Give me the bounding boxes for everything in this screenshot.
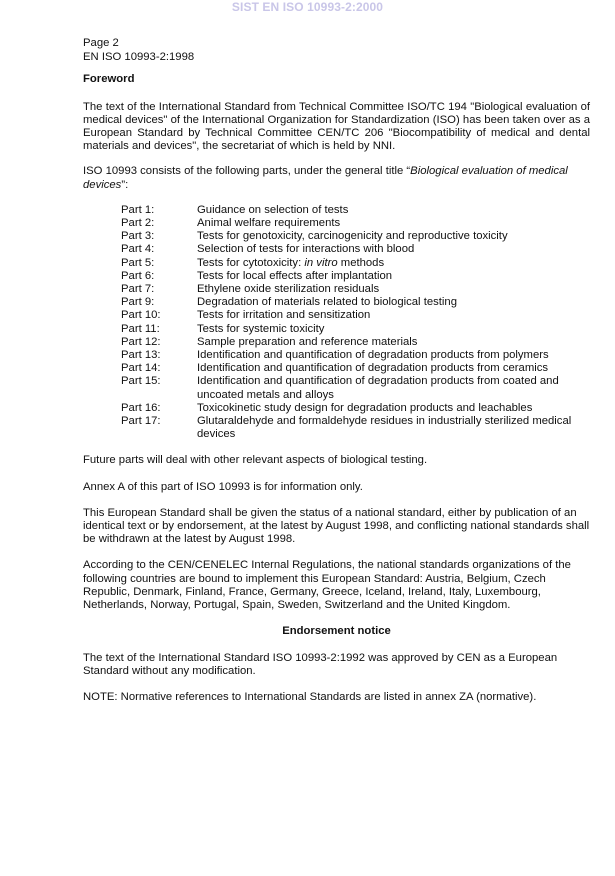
part-title: Tests for local effects after implantation [197,269,393,282]
part-title: Sample preparation and reference materials [197,335,418,348]
part-title: Selection of tests for interactions with blood [197,243,415,256]
parts-intro-text: ISO 10993 consists of the following parts, under the general title “ [83,165,411,178]
part-number: Part 2: [121,216,155,229]
foreword-title: Foreword [83,73,135,85]
list-item [121,402,590,415]
part-number: Part 13: [121,348,161,361]
part-title: Guidance on selection of tests [197,203,349,216]
future-parts-paragraph: Future parts will deal with other relevant aspects of biological testing. [83,454,428,467]
part-number: Part 4: [121,243,155,256]
annex-paragraph: Annex A of this part of ISO 10993 is for information only. [83,480,363,493]
parts-intro-suffix: ”: [121,178,129,191]
part-title: Identification and quantification of degradation products from coated and uncoated metals and alloys [197,375,559,401]
part-title: Tests for systemic toxicity [197,322,325,335]
list-item [121,415,590,441]
endorsement-title: Endorsement notice [282,625,391,638]
part-number: Part 10: [121,309,161,322]
list-item [121,230,590,243]
part-number: Part 3: [121,230,155,243]
part-title: Ethylene oxide sterilization residuals [197,282,380,295]
part-title: Animal welfare requirements [197,216,341,229]
part-number: Part 11: [121,322,160,335]
part-title: Toxicokinetic study design for degradation products and leachables [197,401,533,414]
list-item [121,336,590,349]
list-item [121,309,590,322]
part-number: Part 5: [121,256,155,269]
list-item [121,270,590,283]
list-item [121,296,590,309]
foreword-paragraph-origin: The text of the International Standard from Technical Committee ISO/TC 194 "Biological evaluation of medical devices" of the International Organization for Standardization (ISO) has been taken over as a European Standard by Technical Committee CEN/TC 206 "Biocompatibility of medical and dental materials and devices", the secretariat of which is held by NNI. [83,100,590,153]
countries-paragraph: According to the CEN/CENELEC Internal Regulations, the national standards organizations of the following countries are bound to implement this European Standard: Austria, Belgium, Czech Republic, Denmark, Finland, France, Germany, Greece, Iceland, Ireland, Italy, Luxembourg, Netherlands, Norway, Portugal, Spain, Sweden, Switzerland and the United Kingdom. [83,559,571,611]
part-title-suffix: methods [337,256,385,269]
part-title: Tests for genotoxicity, carcinogenicity and reproductive toxicity [197,230,508,243]
general-title: Biological evaluation of medical devices [83,165,568,191]
list-item [121,283,590,296]
document-id: EN ISO 10993-2:1998 [83,50,195,63]
part-title: Identification and quantification of degradation products from ceramics [197,362,549,375]
foreword-paragraph-parts-intro [83,165,590,191]
endorsement-paragraph: The text of the International Standard ISO 10993-2:1992 was approved by CEN as a European Standard without any modification. [83,651,558,677]
note-paragraph: NOTE: Normative references to International Standards are listed in annex ZA (normative). [83,691,537,704]
part-title: Glutaraldehyde and formaldehyde residues in industrially sterilized medical devices [197,414,572,441]
part-title [197,257,590,270]
part-title: Degradation of materials related to biological testing [197,296,457,309]
part-number: Part 15: [121,375,161,388]
part-number: Part 6: [121,269,155,282]
part-title-text: Tests for cytotoxicity: [197,256,305,269]
part-number: Part 7: [121,282,155,295]
watermark: SIST EN ISO 10993-2:2000 [231,0,384,14]
document-page [83,37,590,704]
part-number: Part 12: [121,335,161,348]
part-title: Identification and quantification of degradation products from polymers [197,348,549,361]
part-number: Part 14: [121,362,161,375]
list-item [121,375,590,401]
part-number: Part 17: [121,414,161,427]
part-title: Tests for irritation and sensitization [197,309,371,322]
status-paragraph: This European Standard shall be given the status of a national standard, either by publication of an identical text or by endorsement, at the latest by August 1998, and conflicting national standards shall be withdrawn at the latest by August 1998. [83,506,590,546]
list-item [121,362,590,375]
list-item [121,257,590,270]
parts-list [121,204,590,442]
list-item [121,204,590,217]
part-number: Part 9: [121,296,155,309]
part-number: Part 16: [121,401,161,414]
part-title-italic: in vitro [304,256,338,269]
page-number: Page 2 [83,37,119,49]
list-item [121,323,590,336]
list-item [121,217,590,230]
list-item [121,349,590,362]
part-number: Part 1: [121,203,155,216]
list-item [121,243,590,256]
